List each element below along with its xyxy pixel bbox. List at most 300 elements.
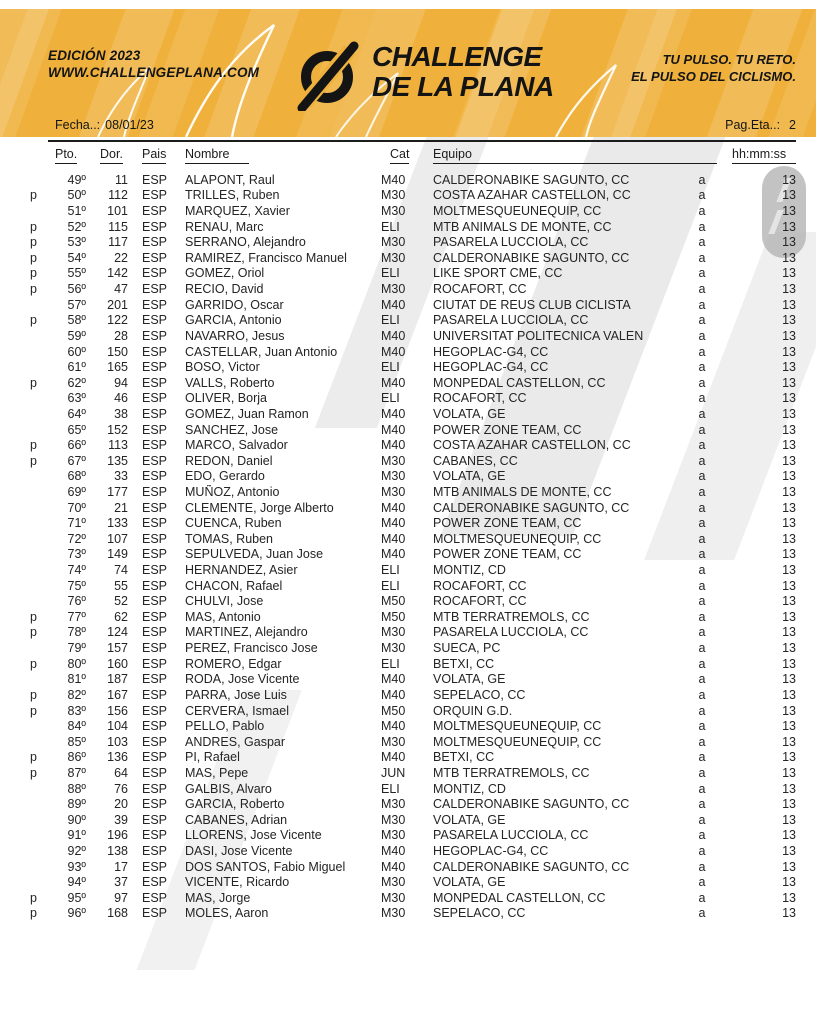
table-row — [0, 437, 816, 453]
cell-dorsal: 76 — [114, 781, 128, 796]
cell-rider-name: MUÑOZ, Antonio — [185, 484, 280, 499]
cell-time: 13 — [782, 204, 796, 219]
cell-country: ESP — [142, 812, 168, 827]
cell-position: 96º — [67, 906, 86, 921]
cell-country: ESP — [142, 719, 168, 734]
cell-rider-name: DASI, Jose Vicente — [185, 844, 293, 858]
cell-position: 81º — [67, 672, 86, 687]
cell-dorsal: 156 — [107, 703, 128, 718]
cell-category: M40 — [381, 687, 406, 702]
column-header-team: Equipo — [433, 147, 717, 164]
cell-time: 13 — [782, 703, 796, 718]
cell-gap-marker: a — [698, 204, 706, 219]
cell-dorsal: 136 — [107, 750, 128, 765]
cell-gap-marker: a — [698, 765, 706, 780]
cell-team: MOLTMESQUEUNEQUIP, CC — [433, 204, 602, 219]
cell-rider-name: CABANES, Adrian — [185, 812, 288, 827]
cell-category: M30 — [381, 734, 406, 749]
table-row — [0, 890, 816, 906]
cell-dorsal: 142 — [107, 266, 128, 281]
cell-category: M40 — [381, 516, 406, 531]
cell-category: M40 — [381, 438, 406, 453]
cell-position: 88º — [67, 781, 86, 796]
cell-gap-marker: a — [698, 578, 706, 593]
cell-time: 13 — [782, 906, 796, 921]
cell-country: ESP — [142, 656, 168, 671]
cell-penalty-flag: p — [30, 219, 37, 234]
cell-gap-marker: a — [698, 781, 706, 796]
cell-time: 13 — [782, 781, 796, 796]
cell-time: 13 — [782, 516, 796, 531]
cell-position: 89º — [67, 797, 86, 812]
table-row — [0, 172, 816, 188]
cell-team: CIUTAT DE REUS CLUB CICLISTA — [433, 297, 631, 312]
cell-gap-marker: a — [698, 859, 706, 874]
cell-time: 13 — [782, 641, 796, 656]
cell-category: M30 — [381, 282, 406, 297]
cell-time: 13 — [782, 172, 796, 187]
cell-country: ESP — [142, 797, 168, 812]
cell-time: 13 — [782, 188, 796, 203]
cell-country: ESP — [142, 781, 168, 796]
table-row — [0, 609, 816, 625]
cell-position: 91º — [67, 828, 86, 843]
cell-time: 13 — [782, 328, 796, 343]
cell-country: ESP — [142, 484, 168, 499]
table-row — [0, 515, 816, 531]
cell-position: 52º — [67, 219, 86, 234]
cell-team: CALDERONABIKE SAGUNTO, CC — [433, 250, 630, 265]
cell-penalty-flag: p — [30, 438, 37, 453]
cell-gap-marker: a — [698, 328, 706, 343]
cell-time: 13 — [782, 391, 796, 406]
cell-position: 79º — [67, 641, 86, 656]
cell-category: ELI — [381, 391, 400, 406]
cell-rider-name: HERNANDEZ, Asier — [185, 563, 298, 578]
cell-time: 13 — [782, 719, 796, 734]
cell-team: CALDERONABIKE SAGUNTO, CC — [433, 172, 630, 187]
cell-time: 13 — [782, 282, 796, 297]
cell-position: 74º — [67, 563, 86, 578]
cell-gap-marker: a — [698, 406, 706, 421]
cell-time: 13 — [782, 797, 796, 812]
cell-category: M50 — [381, 609, 406, 624]
cell-category: M40 — [381, 859, 406, 874]
cell-position: 83º — [67, 703, 86, 718]
cell-gap-marker: a — [698, 844, 706, 858]
cell-team: HEGOPLAC-G4, CC — [433, 844, 549, 858]
cell-rider-name: MOLES, Aaron — [185, 906, 269, 921]
cell-penalty-flag: p — [30, 375, 37, 390]
cell-rider-name: PARRA, Jose Luis — [185, 687, 287, 702]
cell-time: 13 — [782, 672, 796, 687]
column-header-dorsal: Dor. — [100, 147, 123, 164]
cell-dorsal: 28 — [114, 328, 128, 343]
cell-country: ESP — [142, 828, 168, 843]
table-row — [0, 281, 816, 297]
cell-team: CALDERONABIKE SAGUNTO, CC — [433, 500, 630, 515]
table-row — [0, 562, 816, 578]
cell-dorsal: 97 — [114, 890, 128, 905]
table-row — [0, 312, 816, 328]
cell-rider-name: ALAPONT, Raul — [185, 172, 275, 187]
cell-gap-marker: a — [698, 172, 706, 187]
cell-rider-name: RODA, Jose Vicente — [185, 672, 300, 687]
cell-country: ESP — [142, 906, 168, 921]
cell-rider-name: LLORENS, Jose Vicente — [185, 828, 322, 843]
meta-line — [55, 118, 796, 132]
cell-country: ESP — [142, 313, 168, 328]
cell-gap-marker: a — [698, 266, 706, 281]
cell-category: M30 — [381, 641, 406, 656]
table-row — [0, 750, 816, 766]
cell-time: 13 — [782, 500, 796, 515]
slogan-block — [631, 51, 796, 85]
cell-gap-marker: a — [698, 641, 706, 656]
cell-team: MOLTMESQUEUNEQUIP, CC — [433, 531, 602, 546]
cell-category: M40 — [381, 422, 406, 437]
table-row — [0, 843, 816, 859]
cell-penalty-flag: p — [30, 906, 37, 921]
cell-rider-name: RECIO, David — [185, 282, 264, 297]
cell-rider-name: CHACON, Rafael — [185, 578, 283, 593]
cell-category: M40 — [381, 844, 406, 858]
cell-gap-marker: a — [698, 375, 706, 390]
cell-time: 13 — [782, 812, 796, 827]
cell-time: 13 — [782, 219, 796, 234]
challenge-logo-icon — [296, 39, 362, 111]
cell-position: 87º — [67, 765, 86, 780]
cell-dorsal: 103 — [107, 734, 128, 749]
cell-country: ESP — [142, 687, 168, 702]
cell-team: MTB ANIMALS DE MONTE, CC — [433, 219, 612, 234]
cell-team: CALDERONABIKE SAGUNTO, CC — [433, 797, 630, 812]
table-top-rule — [48, 140, 796, 142]
cell-team: VOLATA, GE — [433, 406, 506, 421]
cell-rider-name: MAS, Jorge — [185, 890, 251, 905]
table-row — [0, 765, 816, 781]
cell-dorsal: 201 — [107, 297, 128, 312]
table-row — [0, 781, 816, 797]
cell-dorsal: 196 — [107, 828, 128, 843]
cell-rider-name: GOMEZ, Oriol — [185, 266, 265, 281]
cell-category: ELI — [381, 563, 400, 578]
cell-dorsal: 177 — [107, 484, 128, 499]
cell-time: 13 — [782, 297, 796, 312]
table-row — [0, 906, 816, 922]
cell-category: M40 — [381, 547, 406, 562]
cell-penalty-flag: p — [30, 453, 37, 468]
cell-category: M40 — [381, 328, 406, 343]
cell-country: ESP — [142, 375, 168, 390]
column-header-position: Pto. — [55, 147, 77, 164]
cell-gap-marker: a — [698, 672, 706, 687]
cell-dorsal: 187 — [107, 672, 128, 687]
cell-dorsal: 138 — [107, 844, 128, 858]
cell-category: M30 — [381, 875, 406, 890]
cell-country: ESP — [142, 765, 168, 780]
cell-country: ESP — [142, 219, 168, 234]
table-row — [0, 203, 816, 219]
cell-category: ELI — [381, 781, 400, 796]
cell-penalty-flag: p — [30, 266, 37, 281]
cell-position: 54º — [67, 250, 86, 265]
cell-dorsal: 112 — [108, 188, 128, 203]
cell-category: M30 — [381, 828, 406, 843]
cell-penalty-flag: p — [30, 313, 37, 328]
cell-gap-marker: a — [698, 609, 706, 624]
cell-team: PASARELA LUCCIOLA, CC — [433, 828, 589, 843]
cell-gap-marker: a — [698, 687, 706, 702]
cell-gap-marker: a — [698, 563, 706, 578]
cell-time: 13 — [782, 438, 796, 453]
cell-position: 60º — [67, 344, 86, 359]
cell-dorsal: 167 — [107, 687, 128, 702]
cell-gap-marker: a — [698, 391, 706, 406]
cell-country: ESP — [142, 344, 168, 359]
cell-time: 13 — [782, 469, 796, 484]
cell-position: 49º — [67, 172, 86, 187]
cell-gap-marker: a — [698, 500, 706, 515]
cell-country: ESP — [142, 641, 168, 656]
cell-country: ESP — [142, 391, 168, 406]
cell-team: VOLATA, GE — [433, 469, 506, 484]
cell-rider-name: MARQUEZ, Xavier — [185, 204, 290, 219]
cell-country: ESP — [142, 563, 168, 578]
cell-category: M30 — [381, 235, 406, 250]
cell-category: M30 — [381, 484, 406, 499]
table-row — [0, 703, 816, 719]
edition-year: EDICIÓN 2023 — [48, 48, 141, 63]
cell-dorsal: 74 — [114, 563, 128, 578]
cell-time: 13 — [782, 453, 796, 468]
cell-team: POWER ZONE TEAM, CC — [433, 547, 582, 562]
cell-category: M50 — [381, 594, 406, 609]
cell-category: M30 — [381, 453, 406, 468]
cell-dorsal: 46 — [114, 391, 128, 406]
cell-time: 13 — [782, 625, 796, 640]
cell-time: 13 — [782, 859, 796, 874]
cell-team: BETXI, CC — [433, 656, 495, 671]
cell-rider-name: TOMAS, Ruben — [185, 531, 274, 546]
cell-time: 13 — [782, 313, 796, 328]
cell-time: 13 — [782, 406, 796, 421]
table-row — [0, 593, 816, 609]
cell-dorsal: 52 — [114, 594, 128, 609]
cell-dorsal: 157 — [107, 641, 128, 656]
table-row — [0, 859, 816, 875]
cell-team: ORQUIN G.D. — [433, 703, 513, 718]
cell-penalty-flag: p — [30, 703, 37, 718]
cell-team: ROCAFORT, CC — [433, 594, 527, 609]
cell-gap-marker: a — [698, 750, 706, 765]
cell-category: ELI — [381, 656, 400, 671]
cell-country: ESP — [142, 453, 168, 468]
cell-category: ELI — [381, 313, 400, 328]
cell-gap-marker: a — [698, 344, 706, 359]
cell-time: 13 — [782, 750, 796, 765]
cell-country: ESP — [142, 844, 168, 858]
cell-time: 13 — [782, 250, 796, 265]
cell-dorsal: 168 — [107, 906, 128, 921]
cell-dorsal: 22 — [114, 250, 128, 265]
page-value: 2 — [789, 118, 796, 132]
page-field — [725, 118, 796, 132]
table-row — [0, 406, 816, 422]
table-row — [0, 469, 816, 485]
cell-position: 77º — [67, 609, 86, 624]
cell-penalty-flag: p — [30, 656, 37, 671]
table-row — [0, 453, 816, 469]
cell-dorsal: 160 — [107, 656, 128, 671]
cell-position: 82º — [67, 687, 86, 702]
cell-time: 13 — [782, 687, 796, 702]
table-row — [0, 672, 816, 688]
cell-country: ESP — [142, 500, 168, 515]
cell-category: M30 — [381, 797, 406, 812]
cell-rider-name: ANDRES, Gaspar — [185, 734, 286, 749]
cell-dorsal: 104 — [107, 719, 128, 734]
website-url: WWW.CHALLENGEPLANA.COM — [48, 65, 260, 80]
cell-time: 13 — [782, 375, 796, 390]
cell-penalty-flag: p — [30, 188, 37, 203]
column-header-time: hh:mm:ss — [732, 147, 796, 164]
cell-rider-name: CLEMENTE, Jorge Alberto — [185, 500, 334, 515]
cell-gap-marker: a — [698, 594, 706, 609]
table-row — [0, 344, 816, 360]
cell-team: COSTA AZAHAR CASTELLON, CC — [433, 188, 631, 203]
cell-category: ELI — [381, 219, 400, 234]
cell-position: 59º — [67, 328, 86, 343]
cell-dorsal: 149 — [107, 547, 128, 562]
cell-rider-name: CUENCA, Ruben — [185, 516, 282, 531]
cell-position: 92º — [67, 844, 86, 858]
cell-position: 85º — [67, 734, 86, 749]
date-value: 08/01/23 — [105, 118, 154, 132]
event-title — [372, 42, 554, 102]
cell-position: 50º — [67, 188, 86, 203]
cell-dorsal: 133 — [107, 516, 128, 531]
cell-category: ELI — [381, 578, 400, 593]
cell-time: 13 — [782, 594, 796, 609]
cell-country: ESP — [142, 672, 168, 687]
cell-time: 13 — [782, 609, 796, 624]
cell-dorsal: 55 — [114, 578, 128, 593]
cell-category: M40 — [381, 375, 406, 390]
cell-gap-marker: a — [698, 625, 706, 640]
cell-position: 71º — [67, 516, 86, 531]
cell-position: 61º — [67, 360, 86, 375]
cell-rider-name: SERRANO, Alejandro — [185, 235, 306, 250]
cell-rider-name: GARCIA, Roberto — [185, 797, 285, 812]
cell-team: CABANES, CC — [433, 453, 518, 468]
cell-gap-marker: a — [698, 797, 706, 812]
cell-rider-name: CASTELLAR, Juan Antonio — [185, 344, 338, 359]
cell-dorsal: 122 — [107, 313, 128, 328]
table-row — [0, 828, 816, 844]
table-row — [0, 578, 816, 594]
cell-penalty-flag: p — [30, 282, 37, 297]
cell-position: 53º — [67, 235, 86, 250]
cell-gap-marker: a — [698, 219, 706, 234]
cell-country: ESP — [142, 360, 168, 375]
cell-team: CALDERONABIKE SAGUNTO, CC — [433, 859, 630, 874]
cell-category: ELI — [381, 266, 400, 281]
table-row — [0, 656, 816, 672]
cell-team: SEPELACO, CC — [433, 687, 526, 702]
cell-rider-name: VALLS, Roberto — [185, 375, 275, 390]
cell-dorsal: 21 — [114, 500, 128, 515]
cell-rider-name: MARTINEZ, Alejandro — [185, 625, 308, 640]
cell-time: 13 — [782, 890, 796, 905]
cell-position: 55º — [67, 266, 86, 281]
cell-country: ESP — [142, 734, 168, 749]
cell-category: M30 — [381, 812, 406, 827]
cell-rider-name: MARCO, Salvador — [185, 438, 288, 453]
cell-dorsal: 117 — [108, 235, 128, 250]
cell-position: 66º — [67, 438, 86, 453]
cell-team: PASARELA LUCCIOLA, CC — [433, 313, 589, 328]
cell-rider-name: PI, Rafael — [185, 750, 240, 765]
cell-rider-name: NAVARRO, Jesus — [185, 328, 285, 343]
cell-team: MTB TERRATREMOLS, CC — [433, 765, 590, 780]
cell-rider-name: SEPULVEDA, Juan Jose — [185, 547, 324, 562]
cell-gap-marker: a — [698, 547, 706, 562]
cell-time: 13 — [782, 547, 796, 562]
cell-country: ESP — [142, 578, 168, 593]
cell-dorsal: 20 — [114, 797, 128, 812]
cell-gap-marker: a — [698, 469, 706, 484]
cell-gap-marker: a — [698, 313, 706, 328]
cell-country: ESP — [142, 422, 168, 437]
cell-dorsal: 62 — [114, 609, 128, 624]
cell-position: 95º — [67, 890, 86, 905]
cell-dorsal: 107 — [107, 531, 128, 546]
cell-dorsal: 39 — [114, 812, 128, 827]
cell-category: M40 — [381, 719, 406, 734]
cell-rider-name: MAS, Pepe — [185, 765, 249, 780]
cell-country: ESP — [142, 297, 168, 312]
table-row — [0, 359, 816, 375]
cell-team: SUECA, PC — [433, 641, 501, 656]
cell-position: 56º — [67, 282, 86, 297]
cell-country: ESP — [142, 204, 168, 219]
table-row — [0, 266, 816, 282]
cell-position: 51º — [67, 204, 86, 219]
cell-category: M40 — [381, 500, 406, 515]
cell-country: ESP — [142, 328, 168, 343]
cell-rider-name: EDO, Gerardo — [185, 469, 265, 484]
cell-position: 86º — [67, 750, 86, 765]
cell-team: LIKE SPORT CME, CC — [433, 266, 563, 281]
cell-country: ESP — [142, 235, 168, 250]
slogan-line2: EL PULSO DEL CICLISMO. — [631, 69, 796, 84]
cell-team: VOLATA, GE — [433, 875, 506, 890]
cell-time: 13 — [782, 266, 796, 281]
table-row — [0, 391, 816, 407]
cell-time: 13 — [782, 828, 796, 843]
cell-penalty-flag: p — [30, 235, 37, 250]
cell-rider-name: GALBIS, Alvaro — [185, 781, 272, 796]
cell-rider-name: RENAU, Marc — [185, 219, 264, 234]
cell-dorsal: 152 — [107, 422, 128, 437]
cell-team: PASARELA LUCCIOLA, CC — [433, 235, 589, 250]
cell-time: 13 — [782, 484, 796, 499]
cell-category: JUN — [381, 765, 406, 780]
table-row — [0, 874, 816, 890]
cell-country: ESP — [142, 438, 168, 453]
cell-category: M40 — [381, 297, 406, 312]
